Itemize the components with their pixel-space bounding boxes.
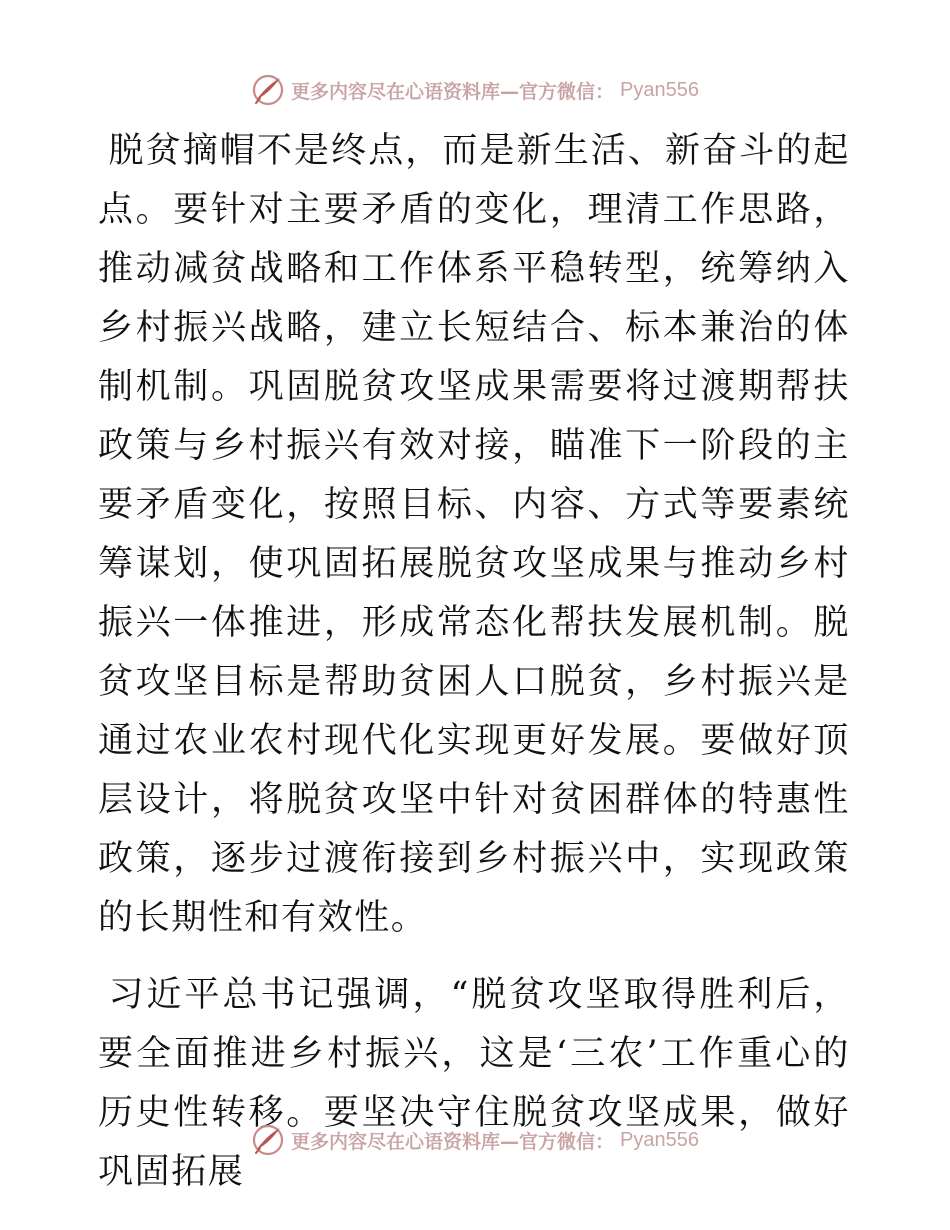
header-watermark [0,70,950,110]
footer-watermark [0,1120,950,1160]
quill-logo-icon [251,1123,285,1157]
quill-logo-icon [251,73,285,107]
watermark-wechat-id: Pyan556 [620,1128,699,1151]
watermark-wechat-id: Pyan556 [620,78,699,101]
watermark-text: 更多内容尽在心语资料库—官方微信： [291,80,615,103]
paragraph: 习近平总书记强调，“脱贫攻坚取得胜利后，要全面推进乡村振兴，这是‘三农’工作重心的历史性转移。要坚决守住脱贫攻坚成果，做好巩固拓展 [98,975,850,1192]
paragraph: 脱贫摘帽不是终点，而是新生活、新奋斗的起点。要针对主要矛盾的变化，理清工作思路，推动减贫战略和工作体系平稳转型，统筹纳入乡村振兴战略，建立长短结合、标本兼治的体制机制。巩固脱贫攻坚成果需要将过渡期帮扶政策与乡村振兴有效对接，瞄准下一阶段的主要矛盾变化，按照目标、内容、方式等要素统筹谋划，使巩固拓展脱贫攻坚成果与推动乡村振兴一体推进，形成常态化帮扶发展机制。脱贫攻坚目标是帮助贫困人口脱贫，乡村振兴是通过农业农村现代化实现更好发展。要做好顶层设计，将脱贫攻坚中针对贫困群体的特惠性政策，逐步过渡衔接到乡村振兴中，实现政策的长期性和有效性。 [98,131,850,938]
watermark-text: 更多内容尽在心语资料库—官方微信： [291,1130,615,1153]
document-body [98,122,850,1202]
